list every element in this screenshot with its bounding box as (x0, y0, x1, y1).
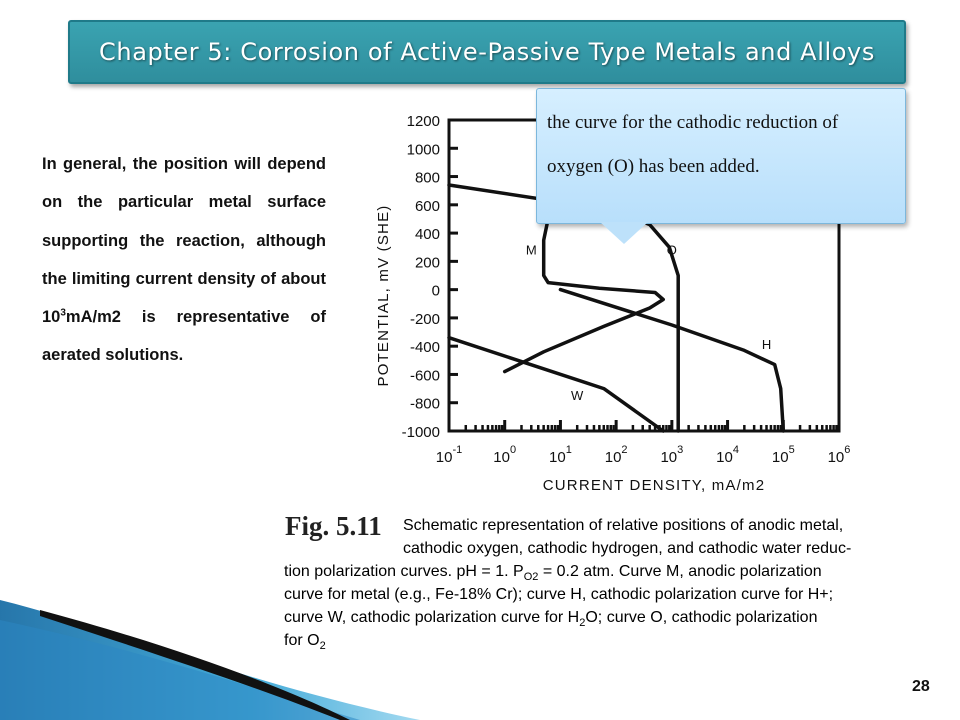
caption-line-3: tion polarization curves. pH = 1. $P_{O2} = 0.2$ atm. Curve M, anodic polarization (284, 563, 822, 584)
curve-H (560, 290, 783, 431)
x-axis-title: CURRENT DENSITY, mA/m2 (542, 477, 766, 494)
y-tick-label: -1000 (401, 424, 440, 441)
x-tick-label: $10^3$ (660, 444, 684, 466)
y-tick-label: 400 (414, 226, 440, 244)
decorative-swoosh (0, 590, 420, 720)
caption-line-5: curve W, cathodic polarization curve for $H_2O$; curve O, cathodic polarization (284, 609, 818, 630)
figure-label: Fig. 5.11 (285, 511, 382, 541)
body-paragraph (42, 145, 326, 375)
y-tick-label: -400 (409, 339, 440, 357)
x-tick-label: $10^1$ (549, 444, 572, 466)
callout-text: the curve for the cathodic reduction of oxygen (O) has been added. (547, 112, 839, 177)
y-tick-label: 200 (414, 254, 440, 272)
y-tick-label: 1000 (406, 141, 440, 159)
y-tick-label: 1200 (406, 113, 440, 130)
callout-box (536, 88, 906, 224)
y-tick-label: -200 (409, 310, 440, 328)
body-text-end: mA/m2 is representative of aerated solutions. (42, 308, 326, 365)
body-superscript: 3 (60, 307, 66, 319)
body-text-main: In general, the position will depend on the particular metal surface supporting the reaction, although the limiting current density of about 10 (42, 155, 326, 327)
caption-line-4: curve for metal (e.g., Fe-18% Cr); curve H, cathodic polarization curve for H+; (284, 586, 834, 603)
caption-line-1: Schematic representation of relative positions of anodic metal, (403, 517, 844, 534)
x-tick-label: $10^6$ (827, 444, 851, 466)
y-tick-label: 800 (414, 169, 440, 187)
slide-title-bar (68, 20, 906, 84)
x-tick-label: $10^2$ (604, 444, 628, 466)
caption-line-6: for $O_2$ (284, 632, 326, 653)
curve-label-O: O (666, 242, 677, 258)
y-tick-label: -800 (409, 395, 440, 413)
curve-label-H: H (761, 337, 772, 353)
x-tick-label: $10^5$ (771, 444, 795, 466)
y-tick-label: 0 (431, 282, 440, 300)
caption-line-2: cathodic oxygen, cathodic hydrogen, and cathodic water reduc- (403, 540, 852, 557)
page-number: 28 (912, 678, 930, 695)
x-tick-label: $10^{-1}$ (435, 444, 463, 466)
x-tick-label: $10^0$ (493, 444, 517, 466)
curve-label-W: W (571, 387, 584, 403)
callout-pointer (600, 222, 648, 244)
y-tick-label: 600 (414, 197, 440, 215)
x-tick-label: $10^4$ (716, 444, 739, 466)
y-tick-label: -600 (409, 367, 440, 385)
curve-label-M: M (525, 242, 537, 258)
slide-title: Chapter 5: Corrosion of Active-Passive Type Metals and Alloys (99, 38, 875, 66)
y-axis-title: POTENTIAL, mV (SHE) (375, 204, 392, 387)
curve-W (449, 338, 663, 431)
